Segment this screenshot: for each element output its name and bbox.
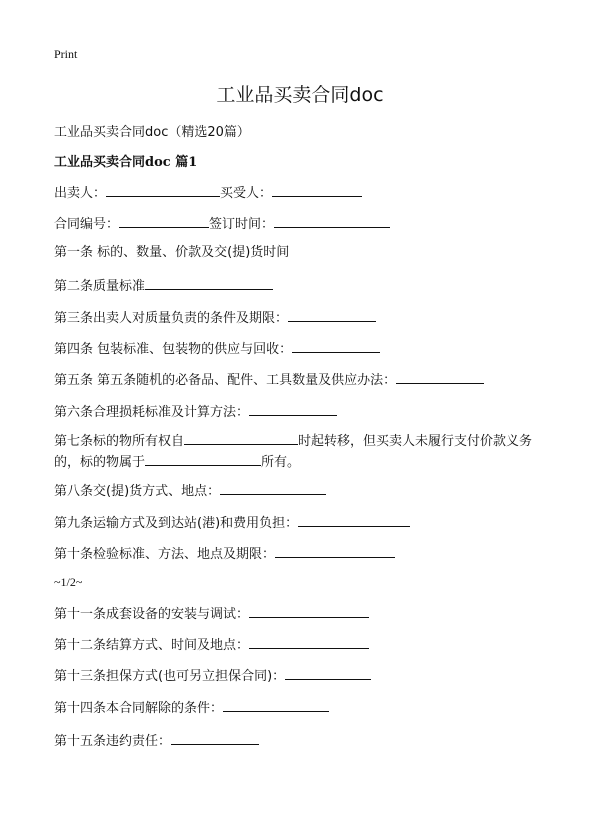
- article-3-blank[interactable]: [288, 308, 376, 322]
- article-12-text: 第十二条结算方式、时间及地点：: [54, 638, 250, 653]
- contract-number-blank[interactable]: [119, 214, 209, 228]
- article-9-blank[interactable]: [298, 513, 410, 527]
- article-1-text: 第一条 标的、数量、价款及交(提)货时间: [54, 245, 290, 260]
- doc-title: 工业品买卖合同doc: [216, 84, 384, 106]
- article-14-blank[interactable]: [223, 698, 329, 712]
- article-7-blank-1[interactable]: [184, 431, 298, 445]
- article-2-blank[interactable]: [145, 276, 273, 290]
- article-4: [54, 339, 380, 359]
- article-2-text: 第二条质量标准: [54, 279, 146, 294]
- article-10-text: 第十条检验标准、方法、地点及期限：: [54, 547, 276, 562]
- seller-blank[interactable]: [106, 183, 220, 197]
- article-15-text: 第十五条违约责任：: [54, 734, 172, 749]
- article-3: [54, 308, 376, 328]
- article-7-text-a: 第七条标的物所有权自: [54, 434, 185, 449]
- article-13-blank[interactable]: [285, 666, 371, 680]
- print-label[interactable]: Print: [54, 47, 78, 61]
- article-6: [54, 402, 337, 422]
- article-15: [54, 731, 259, 751]
- article-3-text: 第三条出卖人对质量负责的条件及期限：: [54, 311, 289, 326]
- article-14: [54, 698, 329, 718]
- article-7-blank-2[interactable]: [145, 452, 261, 466]
- article-7: [54, 431, 554, 473]
- article-5-text: 第五条 第五条随机的必备品、配件、工具数量及供应办法：: [54, 373, 397, 388]
- sign-time-blank[interactable]: [274, 214, 390, 228]
- contract-number-line: [54, 214, 390, 234]
- article-8: [54, 481, 326, 501]
- contract-number-label: 合同编号：: [54, 217, 120, 232]
- article-11: [54, 604, 369, 624]
- article-10: [54, 544, 395, 564]
- article-13-text: 第十三条担保方式(也可另立担保合同)：: [54, 669, 286, 684]
- article-8-blank[interactable]: [220, 481, 326, 495]
- article-5: [54, 370, 484, 390]
- article-7-text-c: 所有。: [261, 455, 301, 470]
- article-10-blank[interactable]: [275, 544, 395, 558]
- buyer-blank[interactable]: [272, 183, 362, 197]
- article-4-text: 第四条 包装标准、包装物的供应与回收：: [54, 342, 293, 357]
- seller-label: 出卖人：: [54, 186, 107, 201]
- article-2: [54, 276, 273, 296]
- article-12: [54, 635, 369, 655]
- article-15-blank[interactable]: [171, 731, 259, 745]
- section-heading: 工业品买卖合同doc 篇1: [54, 155, 198, 170]
- article-4-blank[interactable]: [292, 339, 380, 353]
- article-7-text-b: 时起转移，但买卖人未履行支付价款义务的，标的物属于: [54, 434, 533, 470]
- article-6-blank[interactable]: [249, 402, 337, 416]
- article-6-text: 第六条合理损耗标准及计算方法：: [54, 405, 250, 420]
- article-9-text: 第九条运输方式及到达站(港)和费用负担：: [54, 516, 299, 531]
- article-11-blank[interactable]: [249, 604, 369, 618]
- seller-buyer-line: [54, 183, 362, 203]
- article-5-blank[interactable]: [396, 370, 484, 384]
- article-11-text: 第十一条成套设备的安装与调试：: [54, 607, 250, 622]
- article-9: [54, 513, 410, 533]
- article-12-blank[interactable]: [249, 635, 369, 649]
- doc-subtitle: 工业品买卖合同doc（精选20篇）: [54, 125, 250, 140]
- article-14-text: 第十四条本合同解除的条件：: [54, 701, 224, 716]
- buyer-label: 买受人：: [220, 186, 273, 201]
- article-1: [54, 244, 289, 262]
- article-13: [54, 666, 371, 686]
- sign-time-label: 签订时间：: [209, 217, 275, 232]
- article-8-text: 第八条交(提)货方式、地点：: [54, 484, 221, 499]
- page-number: ~1/2~: [54, 575, 83, 589]
